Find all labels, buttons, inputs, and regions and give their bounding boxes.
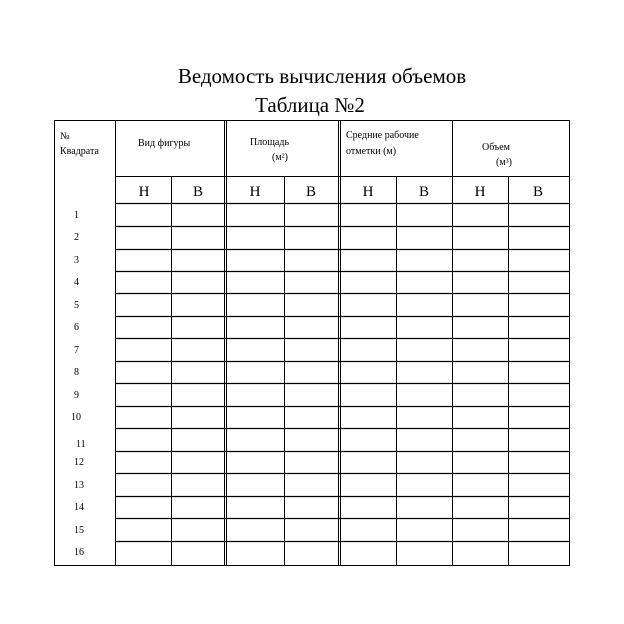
header-square: Квадрата [60, 146, 99, 157]
table-title: Таблица №2 [255, 93, 365, 117]
row-number: 7 [74, 345, 79, 356]
row-number: 13 [74, 480, 84, 491]
row-number: 11 [76, 439, 86, 450]
row-number: 15 [74, 525, 84, 536]
row-number: 16 [74, 547, 84, 558]
subheader-volume-n: Н [474, 184, 486, 200]
row-number: 12 [74, 457, 84, 468]
header-figure-type: Вид фигуры [138, 138, 191, 149]
subheader-area-n: Н [249, 184, 261, 200]
subheader-area-v: В [305, 184, 316, 200]
row-number: 8 [74, 367, 79, 378]
subheader-marks-n: Н [362, 184, 374, 200]
header-working-marks: Средние рабочие [346, 130, 419, 141]
row-number: 4 [74, 277, 79, 288]
subheader-figure-n: Н [138, 184, 150, 200]
row-number: 2 [74, 232, 79, 243]
header-volume-unit: (м³) [496, 157, 512, 168]
subheader-volume-v: В [532, 184, 543, 200]
row-number: 1 [74, 210, 79, 221]
row-number: 10 [71, 412, 81, 423]
volumes-table [54, 120, 570, 566]
subheader-figure-v: В [192, 184, 203, 200]
header-number-symbol: № [60, 131, 70, 142]
subheader-marks-v: В [418, 184, 429, 200]
row-number: 3 [74, 255, 79, 266]
row-number: 14 [74, 502, 84, 513]
header-area-unit: (м²) [272, 152, 288, 163]
header-volume: Объем [482, 142, 510, 153]
row-number: 5 [74, 300, 79, 311]
header-working-marks-unit: отметки (м) [346, 146, 397, 157]
row-number: 9 [74, 390, 79, 401]
header-area: Площадь [250, 137, 289, 148]
document-title: Ведомость вычисления объемов [177, 64, 467, 88]
row-number: 6 [74, 322, 79, 333]
